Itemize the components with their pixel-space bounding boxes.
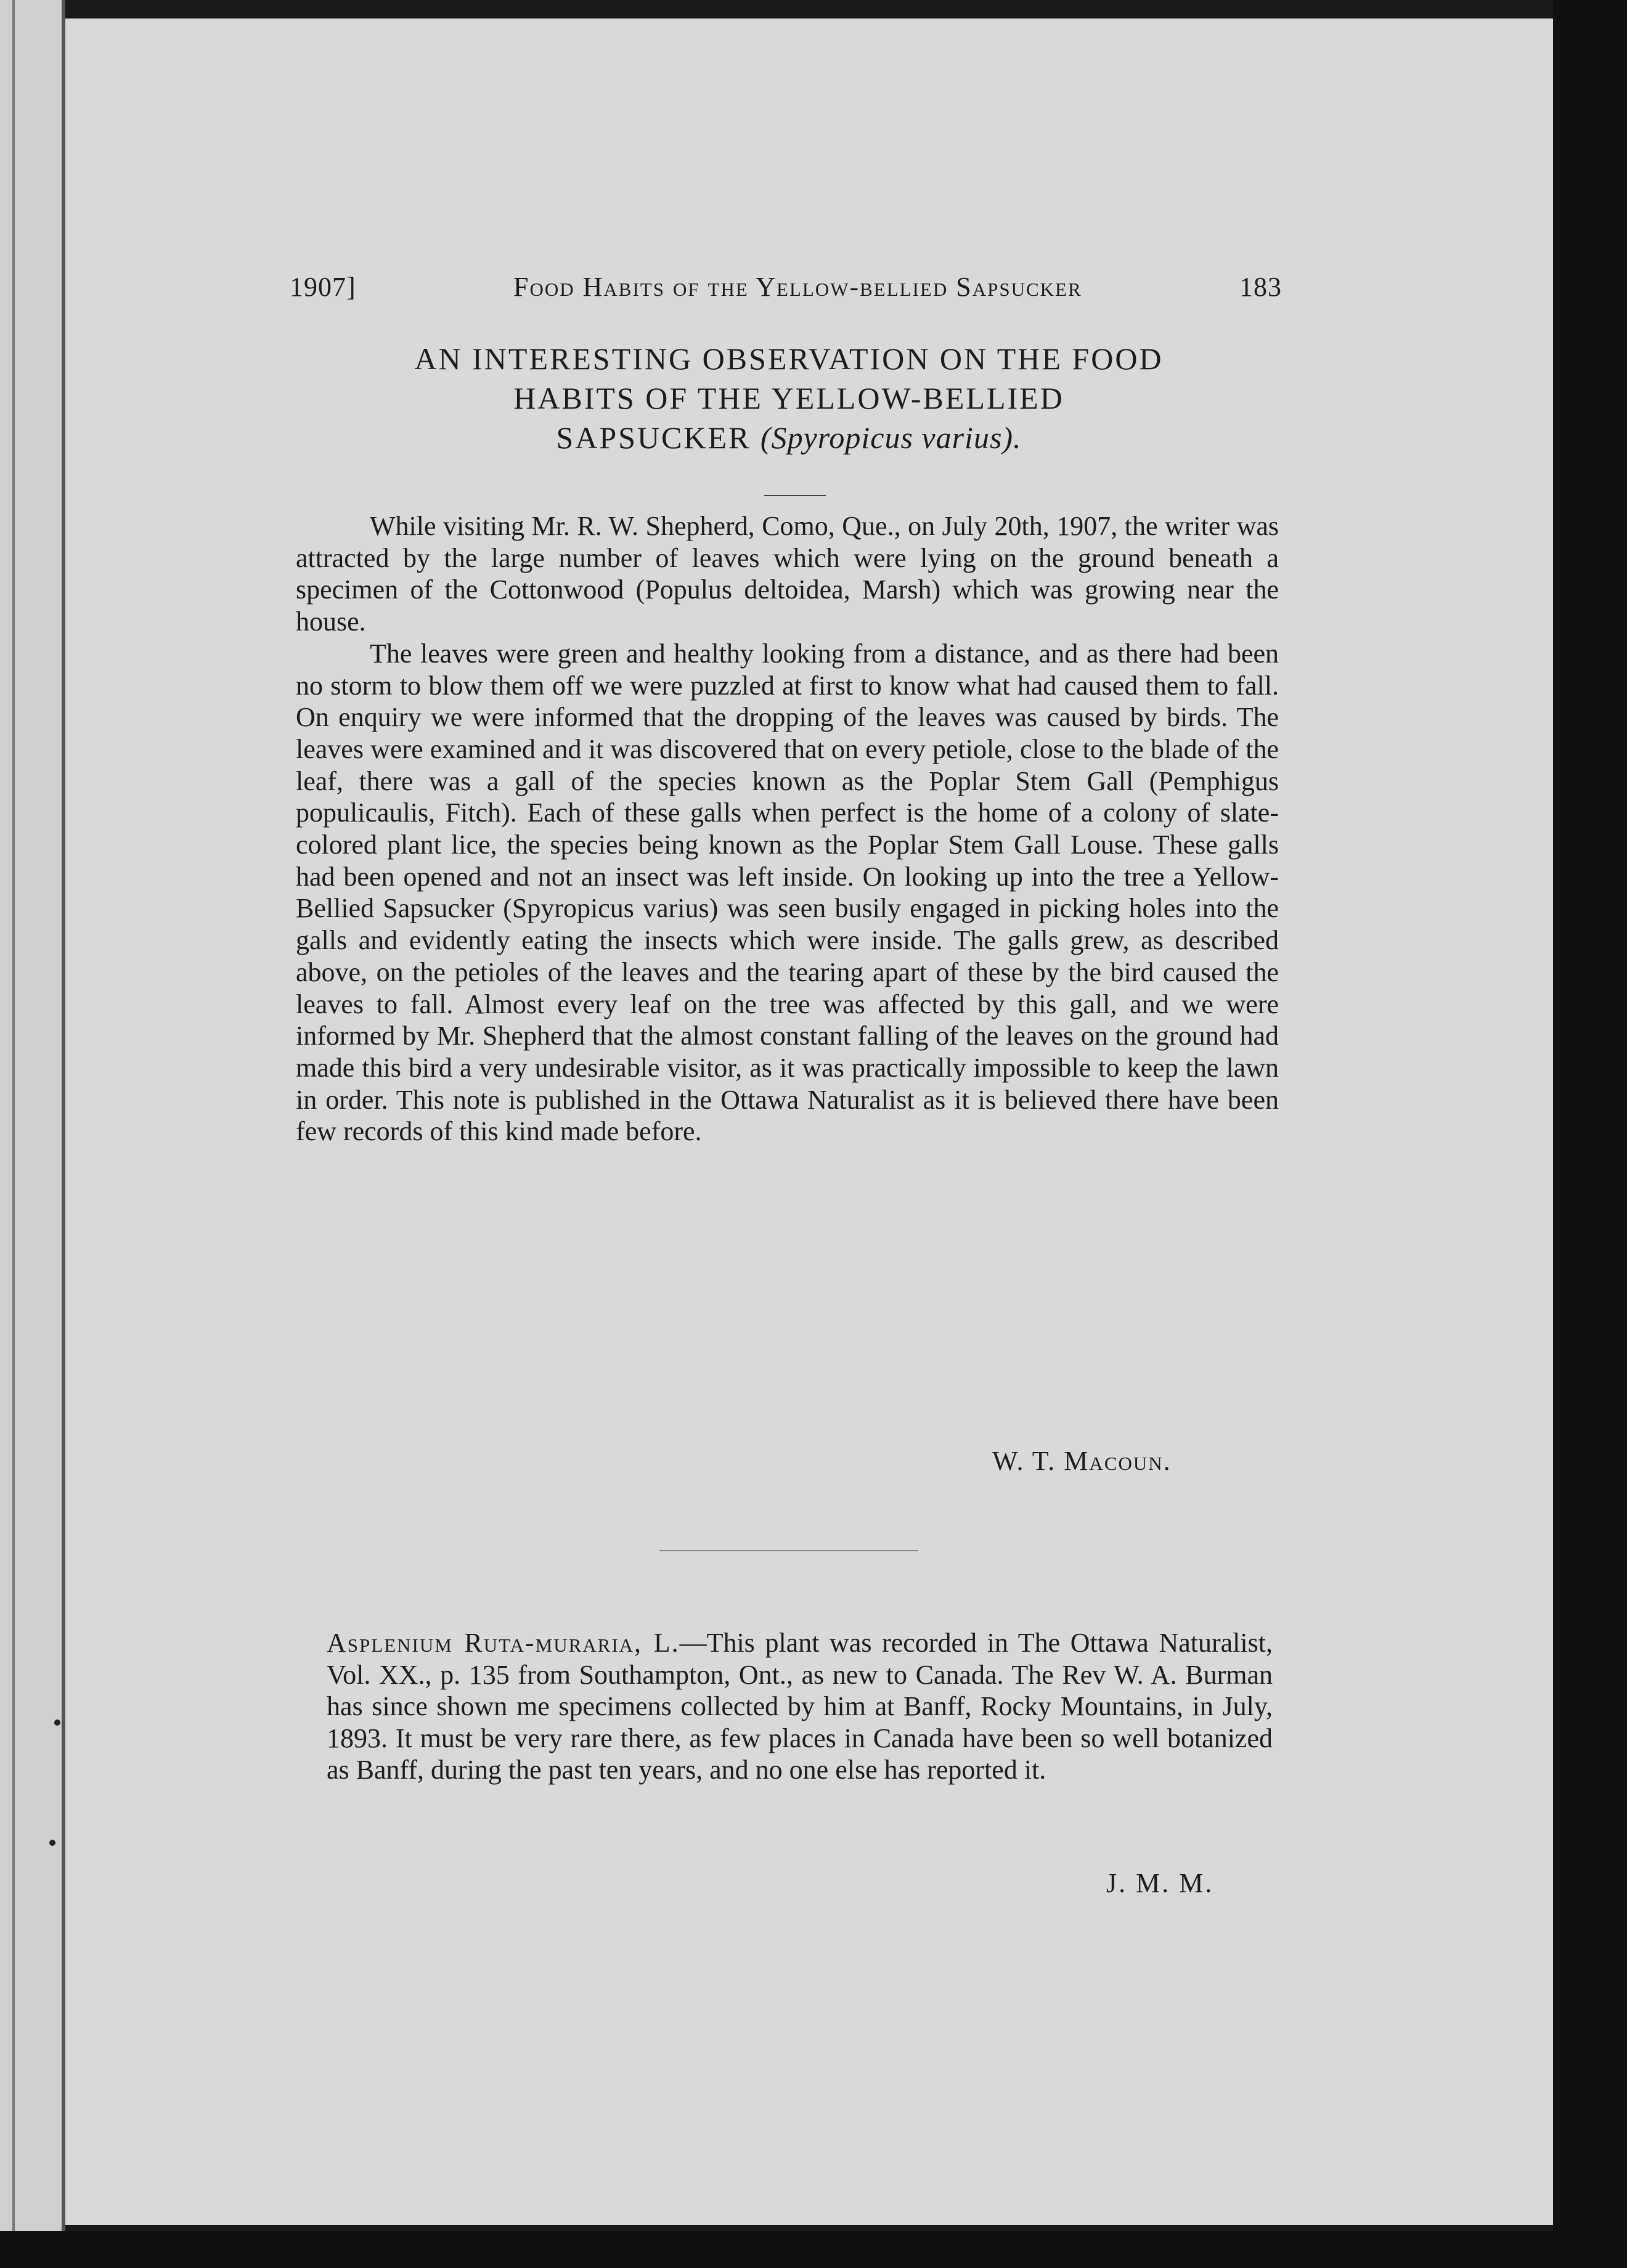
title-latin-name: (Spyropicus varius). [760, 420, 1022, 455]
title-line-1: AN INTERESTING OBSERVATION ON THE FOOD [414, 341, 1164, 376]
note-signature: J. M. M. [1106, 1868, 1214, 1898]
scan-border-right [1553, 0, 1627, 2268]
binding-hole [49, 1840, 55, 1846]
page-number: 183 [1239, 272, 1282, 302]
botanical-note [327, 1627, 1273, 1786]
note-heading: Asplenium Ruta-muraria, L. [327, 1628, 680, 1658]
title-sapsucker: SAPSUCKER [556, 420, 751, 455]
paragraph-1: While visiting Mr. R. W. Shepherd, Como, Que., on July 20th, 1907, the writer was attracted by the large number of leaves which were lying on the ground beneath a specimen of the Cottonwood (Populus deltoidea, Marsh) which was growing near the house. [296, 511, 1279, 637]
paragraph-2: The leaves were green and healthy looking from a distance, and as there had been no storm to blow them off we were puzzled at first to know what had caused them to fall. On enquiry we were informed that the dropping of the leaves was caused by birds. The leaves were examined and it was discovered that on every petiole, close to the blade of the leaf, there was a gall of the species known as the Poplar Stem Gall (Pemphigus populicaulis, Fitch). Each of these galls when perfect is the home of a colony of slate-colored plant lice, the species being known as the Poplar Stem Gall Louse. These galls had been opened and not an insect was left inside. On looking up into the tree a Yellow-Bellied Sapsucker (Spyropicus varius) was seen busily engaged in picking holes into the galls and evidently eating the insects which were inside. The galls grew, as described above, on the petioles of the leaves and the tearing apart of these by the bird caused the leaves to fall. Almost every leaf on the tree was affected by this gall, and we were informed by Mr. Shepherd that the almost constant falling of the leaves on the ground had made this bird a very undesirable visitor, as it was practically impossible to keep the lawn in order. This note is published in the Ottawa Naturalist as it is believed there have been few records of this kind made before. [296, 638, 1279, 1147]
title-rule [764, 495, 826, 496]
section-divider [659, 1550, 918, 1551]
article-body [296, 510, 1279, 1148]
note-paragraph [327, 1627, 1273, 1786]
binding-hole [54, 1719, 60, 1726]
running-head [290, 271, 1282, 303]
facing-page-edge [0, 0, 65, 2268]
article-title [296, 339, 1282, 457]
note-text: —This plant was recorded in The Ottawa Naturalist, Vol. XX., p. 135 from Southampton, Ont., as new to Canada. The Rev W. A. Burman has since shown me specimens collected by him at Banff, Rocky Mountains, in July, 1893. It must be very rare there, as few places in Canada have been so well botanized as Banff, during the past ten years, and no one else has reported it. [327, 1628, 1273, 1785]
page-fold-line [12, 0, 15, 2268]
scan-border-bottom [0, 2231, 1627, 2268]
running-head-title: Food Habits of the Yellow-bellied Sapsucker [513, 272, 1082, 302]
title-line-2: HABITS OF THE YELLOW-BELLIED [513, 381, 1064, 415]
running-head-year: 1907] [290, 272, 356, 302]
article-signature: W. T. Macoun. [992, 1446, 1172, 1476]
title-line-3 [296, 418, 1282, 457]
